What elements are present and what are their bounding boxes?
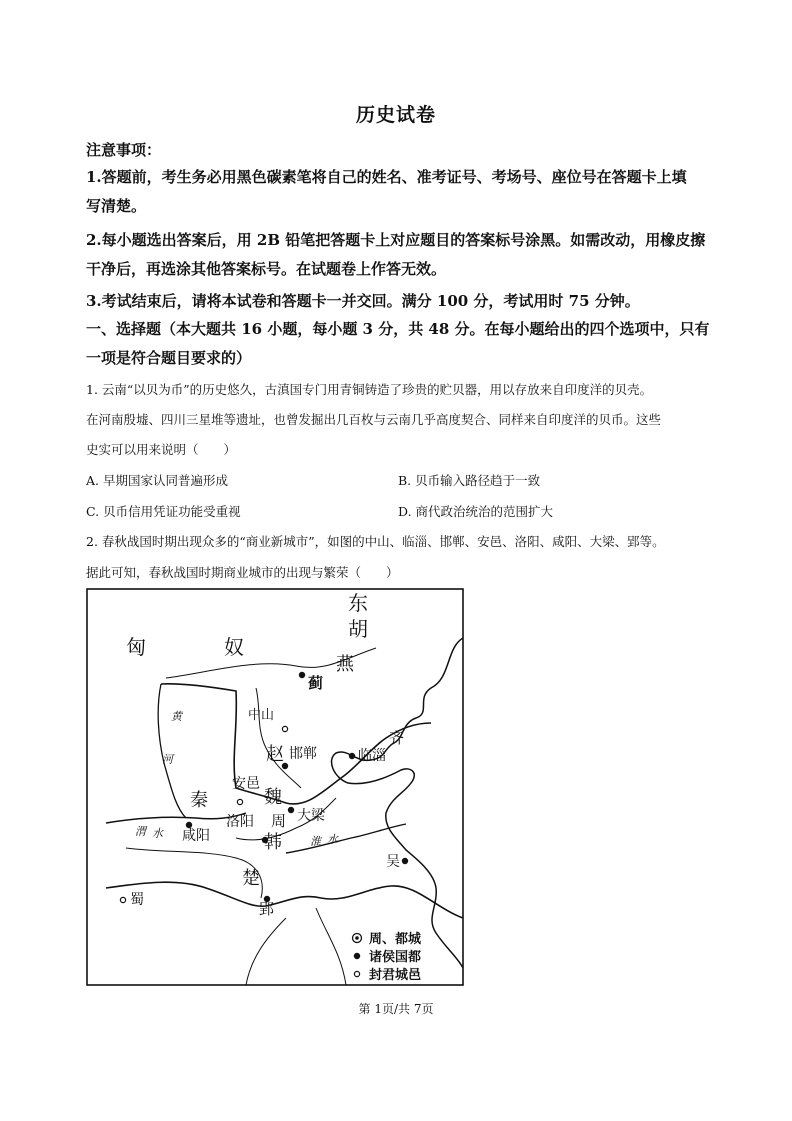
question-1-option-c[interactable]: C. 贝币信用凭证功能受重视	[86, 504, 241, 519]
map-label-zhou: 周	[271, 812, 287, 830]
legend-state-capital-label: 诸侯国都	[369, 950, 422, 965]
question-1-stem-cont: 在河南殷墟、四川三星堆等遗址，也曾发掘出几百枚与云南几乎高度契合、同样来自印度洋的贝币。这些	[86, 412, 662, 427]
map-label-luoyang: 洛阳	[226, 814, 254, 830]
map-label-zhao: 赵	[266, 744, 284, 765]
map-label-wu: 吴	[386, 854, 400, 870]
map-label-anyi: 安邑	[232, 776, 260, 792]
notice-item-1: 1.答题前，考生务必用黑色碳素笔将自己的姓名、准考证号、考场号、座位号在答题卡上填	[86, 168, 687, 186]
question-2-stem: 2. 春秋战国时期出现众多的“商业新城市”，如图的中山、临淄、邯郸、安邑、洛阳、咸阳、大梁、郢等。	[86, 534, 665, 549]
question-1-option-b[interactable]: B. 贝币输入路径趋于一致	[398, 473, 541, 488]
map-label-ji: 蓟	[308, 674, 324, 692]
map-label-xiongnu-1: 匈	[126, 635, 146, 659]
notice-item-2-cont: 干净后，再选涂其他答案标号。在试题卷上作答无效。	[86, 260, 447, 278]
map-label-huaishui-1: 淮	[310, 835, 321, 848]
map-label-xianyang: 咸阳	[182, 828, 210, 844]
notice-item-2: 2.每小题选出答案后，用 2B 铅笔把答题卡上对应题目的答案标号涂黑。如需改动，用橡皮擦	[86, 231, 706, 249]
map-label-ying: 郢	[259, 900, 275, 918]
map-label-qin: 秦	[190, 790, 208, 811]
notice-item-3: 3.考试结束后，请将本试卷和答题卡一并交回。满分 100 分，考试用时 75 分钟。	[86, 292, 640, 310]
map-label-yan: 燕	[336, 654, 354, 675]
notice-item-1-cont: 写清楚。	[86, 197, 147, 215]
map-label-huang: 黄	[171, 710, 182, 723]
section-heading: 一、选择题（本大题共 16 小题，每小题 3 分，共 48 分。在每小题给出的四个选项中，只有	[86, 320, 710, 338]
map-label-huaishui-2: 水	[327, 833, 338, 846]
linzi-marker	[349, 753, 355, 759]
map-label-donghu-2: 胡	[348, 617, 368, 641]
daliang-marker	[288, 807, 294, 813]
map-label-han: 韩	[264, 832, 282, 853]
question-2-stem-cont: 据此可知，春秋战国时期商业城市的出现与繁荣（ ）	[86, 565, 399, 580]
wu-marker	[402, 858, 408, 864]
zhongshan-marker	[282, 726, 287, 731]
map-label-wei: 魏	[264, 787, 282, 808]
map-label-zhongshan: 中山	[248, 708, 275, 723]
map-label-weishui-1: 渭	[135, 825, 146, 838]
map-label-chu: 楚	[242, 868, 260, 889]
section-heading-cont: 一项是符合题目要求的）	[86, 349, 252, 367]
page-footer: 第 1页/共 7页	[358, 1002, 434, 1016]
map-label-daliang: 大梁	[297, 808, 325, 824]
warring-states-map	[86, 588, 464, 986]
shu-marker	[120, 897, 125, 902]
anyi-marker	[237, 799, 242, 804]
map-label-donghu-1: 东	[348, 591, 368, 615]
exam-title: 历史试卷	[355, 104, 436, 126]
map-label-handan: 邯郸	[289, 746, 317, 762]
legend-fief-city-label: 封君城邑	[369, 968, 422, 983]
question-1-stem-end: 史实可以用来说明（ ）	[86, 442, 237, 457]
legend-fief-city-symbol	[354, 971, 359, 976]
question-1-option-d[interactable]: D. 商代政治统治的范围扩大	[398, 504, 554, 519]
map-label-qi: 齐	[389, 729, 405, 747]
legend-capital-dot	[355, 936, 359, 940]
map-label-he: 河	[162, 753, 173, 766]
legend-state-capital-symbol	[354, 953, 360, 959]
map-label-xiongnu-2: 奴	[224, 635, 244, 659]
question-1-stem: 1. 云南“以贝为币”的历史悠久，古滇国专门用青铜铸造了珍贵的贮贝器，用以存放来自印度洋的贝壳。	[86, 382, 653, 397]
ji-marker	[299, 672, 305, 678]
question-1-option-a[interactable]: A. 早期国家认同普遍形成	[86, 473, 228, 488]
legend-capital-label: 周、都城	[369, 932, 422, 947]
map-label-linzi: 临淄	[358, 748, 386, 764]
notice-heading: 注意事项：	[86, 141, 162, 159]
map-label-shu: 蜀	[130, 892, 144, 908]
map-label-weishui-2: 水	[152, 827, 163, 840]
